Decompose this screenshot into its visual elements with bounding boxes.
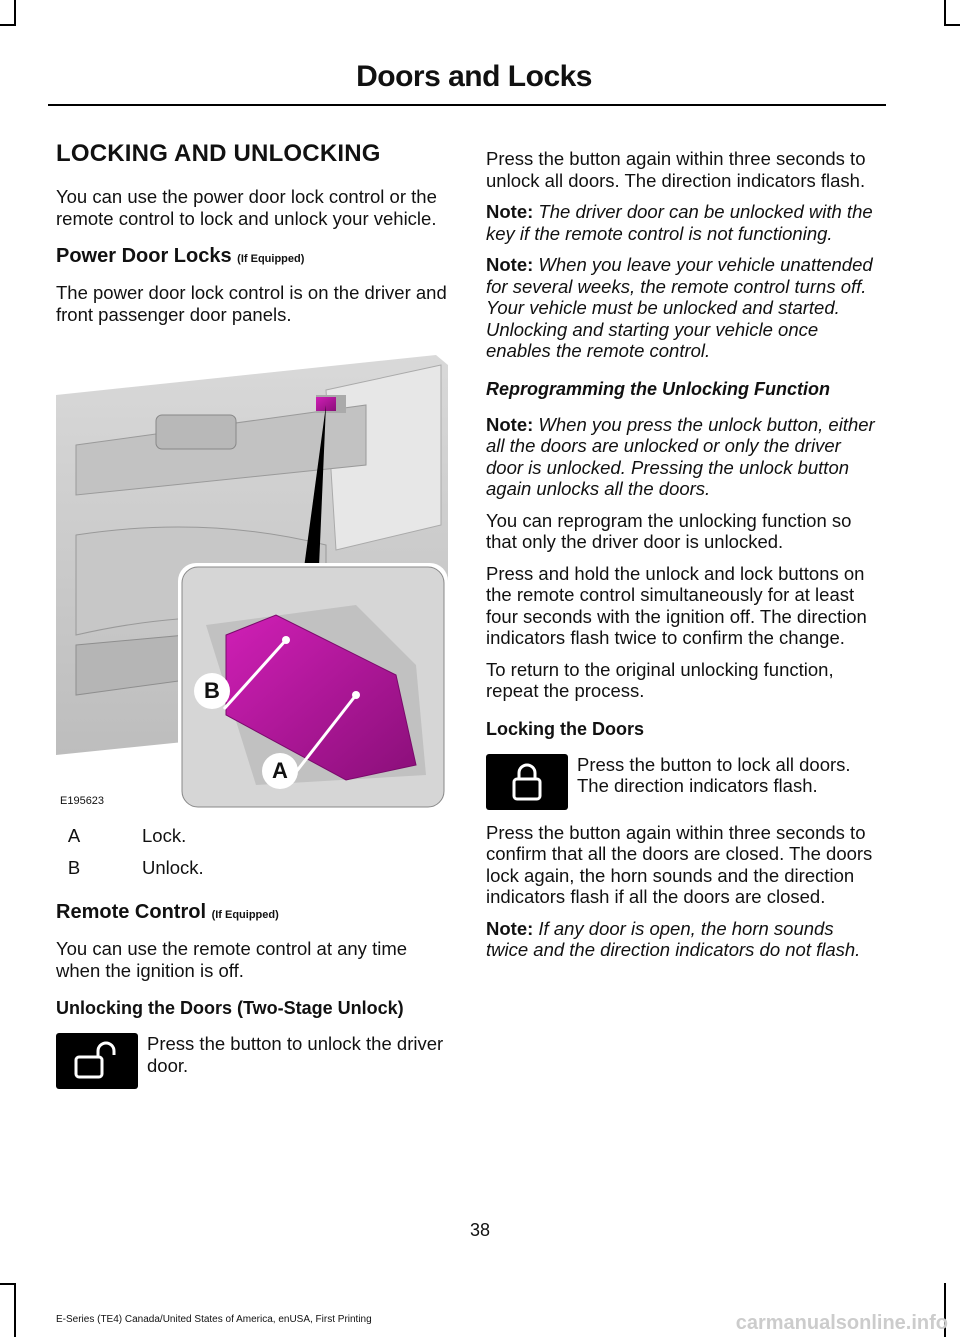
note-key-unlock bbox=[486, 201, 878, 244]
edition-footer: E-Series (TE4) Canada/United States of America, enUSA, First Printing bbox=[56, 1314, 372, 1325]
remote-heading-suffix: (If Equipped) bbox=[211, 909, 279, 921]
press-hold-paragraph: Press and hold the unlock and lock buttons on the remote control simultaneously for at least four seconds with the ignition off. The direction indicators flash twice to confirm the change. bbox=[486, 562, 867, 648]
note-remote-off bbox=[486, 254, 878, 362]
door-panel-figure bbox=[56, 335, 448, 811]
reprogramming-heading: Reprogramming the Unlocking Function bbox=[486, 378, 831, 399]
door-panel-illustration bbox=[56, 335, 448, 811]
crop-mark-bottom-left-v bbox=[14, 1283, 16, 1337]
page-header-title: Doors and Locks bbox=[356, 60, 592, 93]
reprogram-paragraph: You can reprogram the unlocking function so that only the driver door is unlocked. bbox=[486, 509, 852, 552]
unlock-instruction-text: Press the button to unlock the driver door. bbox=[147, 1033, 444, 1076]
callout-a: A bbox=[262, 753, 298, 789]
legend-key: B bbox=[67, 857, 81, 878]
intro-paragraph: You can use the power door lock control or the remote control to lock and unlock your vehicle. bbox=[56, 186, 437, 229]
crop-mark-top-right-h bbox=[944, 24, 960, 26]
legend-value: Unlock. bbox=[142, 857, 204, 878]
note-label: Note: bbox=[486, 254, 534, 275]
power-door-locks-heading bbox=[56, 245, 448, 268]
left-column bbox=[56, 140, 448, 1101]
legend-row-a bbox=[56, 825, 448, 847]
note-text: When you leave your vehicle unattended for several weeks, the remote control turns off. Your vehicle must be unlocked and started. Unlocking and starting your vehicle once enables the remote control. bbox=[486, 254, 873, 361]
crop-mark-top-left-h bbox=[0, 24, 16, 26]
note-label: Note: bbox=[486, 413, 534, 435]
remote-control-heading bbox=[56, 901, 448, 924]
locking-heading: Locking the Doors bbox=[486, 718, 645, 739]
power-heading-suffix: (If Equipped) bbox=[237, 253, 305, 265]
watermark: carmanualsonline.info bbox=[735, 1312, 948, 1334]
legend-row-b bbox=[56, 857, 448, 879]
crop-mark-top-left-v bbox=[14, 0, 16, 26]
lock-instruction-text: Press the button to lock all doors. The direction indicators flash. bbox=[577, 753, 851, 796]
note-text: If any door is open, the horn sounds twice and the direction indicators do not flash. bbox=[486, 917, 861, 960]
legend-value: Lock. bbox=[142, 825, 187, 846]
lock-instruction bbox=[486, 754, 878, 810]
note-text: When you press the unlock button, either all the doors are unlocked or only the driver door is unlocked. Pressing the unlock button again unlocks all the doors. bbox=[486, 413, 875, 499]
right-column bbox=[486, 148, 878, 971]
section-title: LOCKING AND UNLOCKING bbox=[56, 140, 381, 167]
note-unlock-button bbox=[486, 414, 878, 500]
lock-icon bbox=[486, 754, 568, 810]
power-heading-text: Power Door Locks bbox=[56, 245, 232, 267]
unlocking-heading: Unlocking the Doors (Two-Stage Unlock) bbox=[56, 998, 404, 1018]
return-paragraph: To return to the original unlocking function, repeat the process. bbox=[486, 658, 834, 701]
legend-key: A bbox=[67, 825, 81, 846]
remote-control-text: You can use the remote control at any time when the ignition is off. bbox=[56, 938, 408, 981]
remote-heading-text: Remote Control bbox=[56, 901, 206, 923]
small-switch-highlight bbox=[316, 397, 336, 411]
note-door-open bbox=[486, 918, 878, 961]
power-door-locks-text: The power door lock control is on the driver and front passenger door panels. bbox=[56, 282, 447, 325]
unlock-icon bbox=[56, 1033, 138, 1089]
crop-mark-bottom-left-h bbox=[0, 1283, 16, 1285]
callout-b: B bbox=[194, 673, 230, 709]
note-label: Note: bbox=[486, 201, 534, 222]
page-number: 38 bbox=[469, 1220, 491, 1240]
header-rule bbox=[48, 104, 886, 106]
confirm-closed-paragraph: Press the button again within three seconds to confirm that all the doors are closed. The doors lock again, the horn sounds and the direction indicators flash if all the doors are closed. bbox=[486, 821, 873, 907]
figure-code: E195623 bbox=[60, 795, 105, 807]
crop-mark-top-right-v bbox=[944, 0, 946, 26]
second-press-paragraph: Press the button again within three seconds to unlock all doors. The direction indicators flash. bbox=[486, 148, 866, 191]
unlock-instruction bbox=[56, 1033, 448, 1089]
note-text: The driver door can be unlocked with the key if the remote control is not functioning. bbox=[486, 201, 873, 244]
note-label: Note: bbox=[486, 917, 534, 939]
